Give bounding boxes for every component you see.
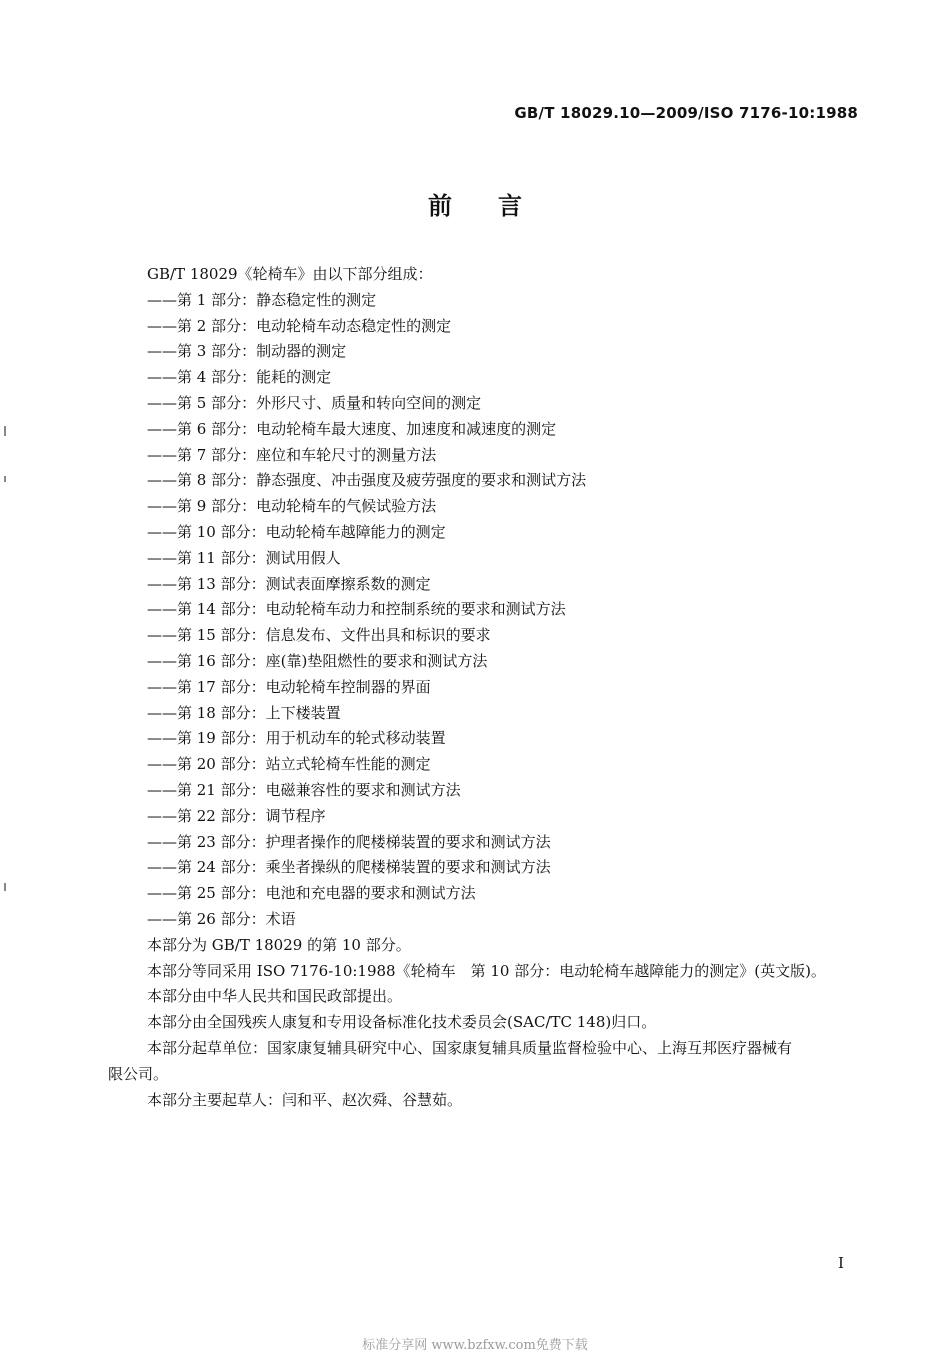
list-item: ——第 26 部分：术语 <box>147 909 296 928</box>
list-item: ——第 6 部分：电动轮椅车最大速度、加速度和减速度的测定 <box>147 419 557 438</box>
list-item: ——第 21 部分：电磁兼容性的要求和测试方法 <box>147 780 461 799</box>
list-item: ——第 22 部分：调节程序 <box>147 806 326 825</box>
scan-edge-mark <box>4 426 6 436</box>
list-item: ——第 18 部分：上下楼装置 <box>147 703 341 722</box>
list-item: ——第 1 部分：静态稳定性的测定 <box>147 290 377 309</box>
page-title: 前言 <box>428 191 568 220</box>
scan-edge-mark <box>4 883 6 891</box>
list-item: ——第 23 部分：护理者操作的爬楼梯装置的要求和测试方法 <box>147 832 551 851</box>
list-item: ——第 17 部分：电动轮椅车控制器的界面 <box>147 677 431 696</box>
scan-edge-mark <box>4 476 6 482</box>
standard-code-header: GB/T 18029.10—2009/ISO 7176-10:1988 <box>514 104 858 122</box>
list-item: ——第 3 部分：制动器的测定 <box>147 342 347 361</box>
list-item: ——第 14 部分：电动轮椅车动力和控制系统的要求和测试方法 <box>147 600 566 619</box>
statement-drafters: 本部分主要起草人：闫和平、赵次舜、谷慧茹。 <box>147 1090 463 1109</box>
foreword-body <box>0 262 950 1113</box>
statement-drafting-units <box>0 1036 950 1088</box>
statement-committee: 本部分由全国残疾人康复和专用设备标准化技术委员会(SAC/TC 148)归口。 <box>147 1013 657 1032</box>
intro-line: GB/T 18029《轮椅车》由以下部分组成： <box>147 265 433 283</box>
parts-list <box>0 288 950 933</box>
list-item: ——第 4 部分：能耗的测定 <box>147 368 332 387</box>
list-item: ——第 20 部分：站立式轮椅车性能的测定 <box>147 755 431 774</box>
list-item: ——第 7 部分：座位和车轮尺寸的测量方法 <box>147 445 437 464</box>
list-item: ——第 15 部分：信息发布、文件出具和标识的要求 <box>147 626 491 645</box>
list-item: ——第 10 部分：电动轮椅车越障能力的测定 <box>147 522 446 541</box>
list-item: ——第 24 部分：乘坐者操纵的爬楼梯装置的要求和测试方法 <box>147 858 551 877</box>
statement-proposer: 本部分由中华人民共和国民政部提出。 <box>147 987 403 1006</box>
list-item: ——第 16 部分：座(靠)垫阻燃性的要求和测试方法 <box>147 651 488 670</box>
drafting-units-line-1: 本部分起草单位：国家康复辅具研究中心、国家康复辅具质量监督检验中心、上海互邦医疗器械有 <box>147 1038 793 1057</box>
list-item: ——第 5 部分：外形尺寸、质量和转向空间的测定 <box>147 393 482 412</box>
drafting-units-line-2: 限公司。 <box>108 1064 169 1083</box>
list-item: ——第 8 部分：静态强度、冲击强度及疲劳强度的要求和测试方法 <box>147 471 587 490</box>
watermark: 标准分享网 www.bzfxw.com免费下载 <box>362 1338 588 1353</box>
list-item: ——第 19 部分：用于机动车的轮式移动装置 <box>147 729 446 748</box>
list-item: ——第 2 部分：电动轮椅车动态稳定性的测定 <box>147 316 452 335</box>
statement-part-number: 本部分为 GB/T 18029 的第 10 部分。 <box>147 935 411 954</box>
list-item: ——第 13 部分：测试表面摩擦系数的测定 <box>147 574 431 593</box>
list-item: ——第 11 部分：测试用假人 <box>147 548 341 567</box>
list-item: ——第 9 部分：电动轮椅车的气候试验方法 <box>147 497 437 516</box>
page-number: I <box>838 1254 844 1272</box>
statement-adoption: 本部分等同采用 ISO 7176-10:1988《轮椅车 第 10 部分：电动轮椅车越障能力的测定》(英文版)。 <box>147 961 826 980</box>
list-item: ——第 25 部分：电池和充电器的要求和测试方法 <box>147 884 476 903</box>
